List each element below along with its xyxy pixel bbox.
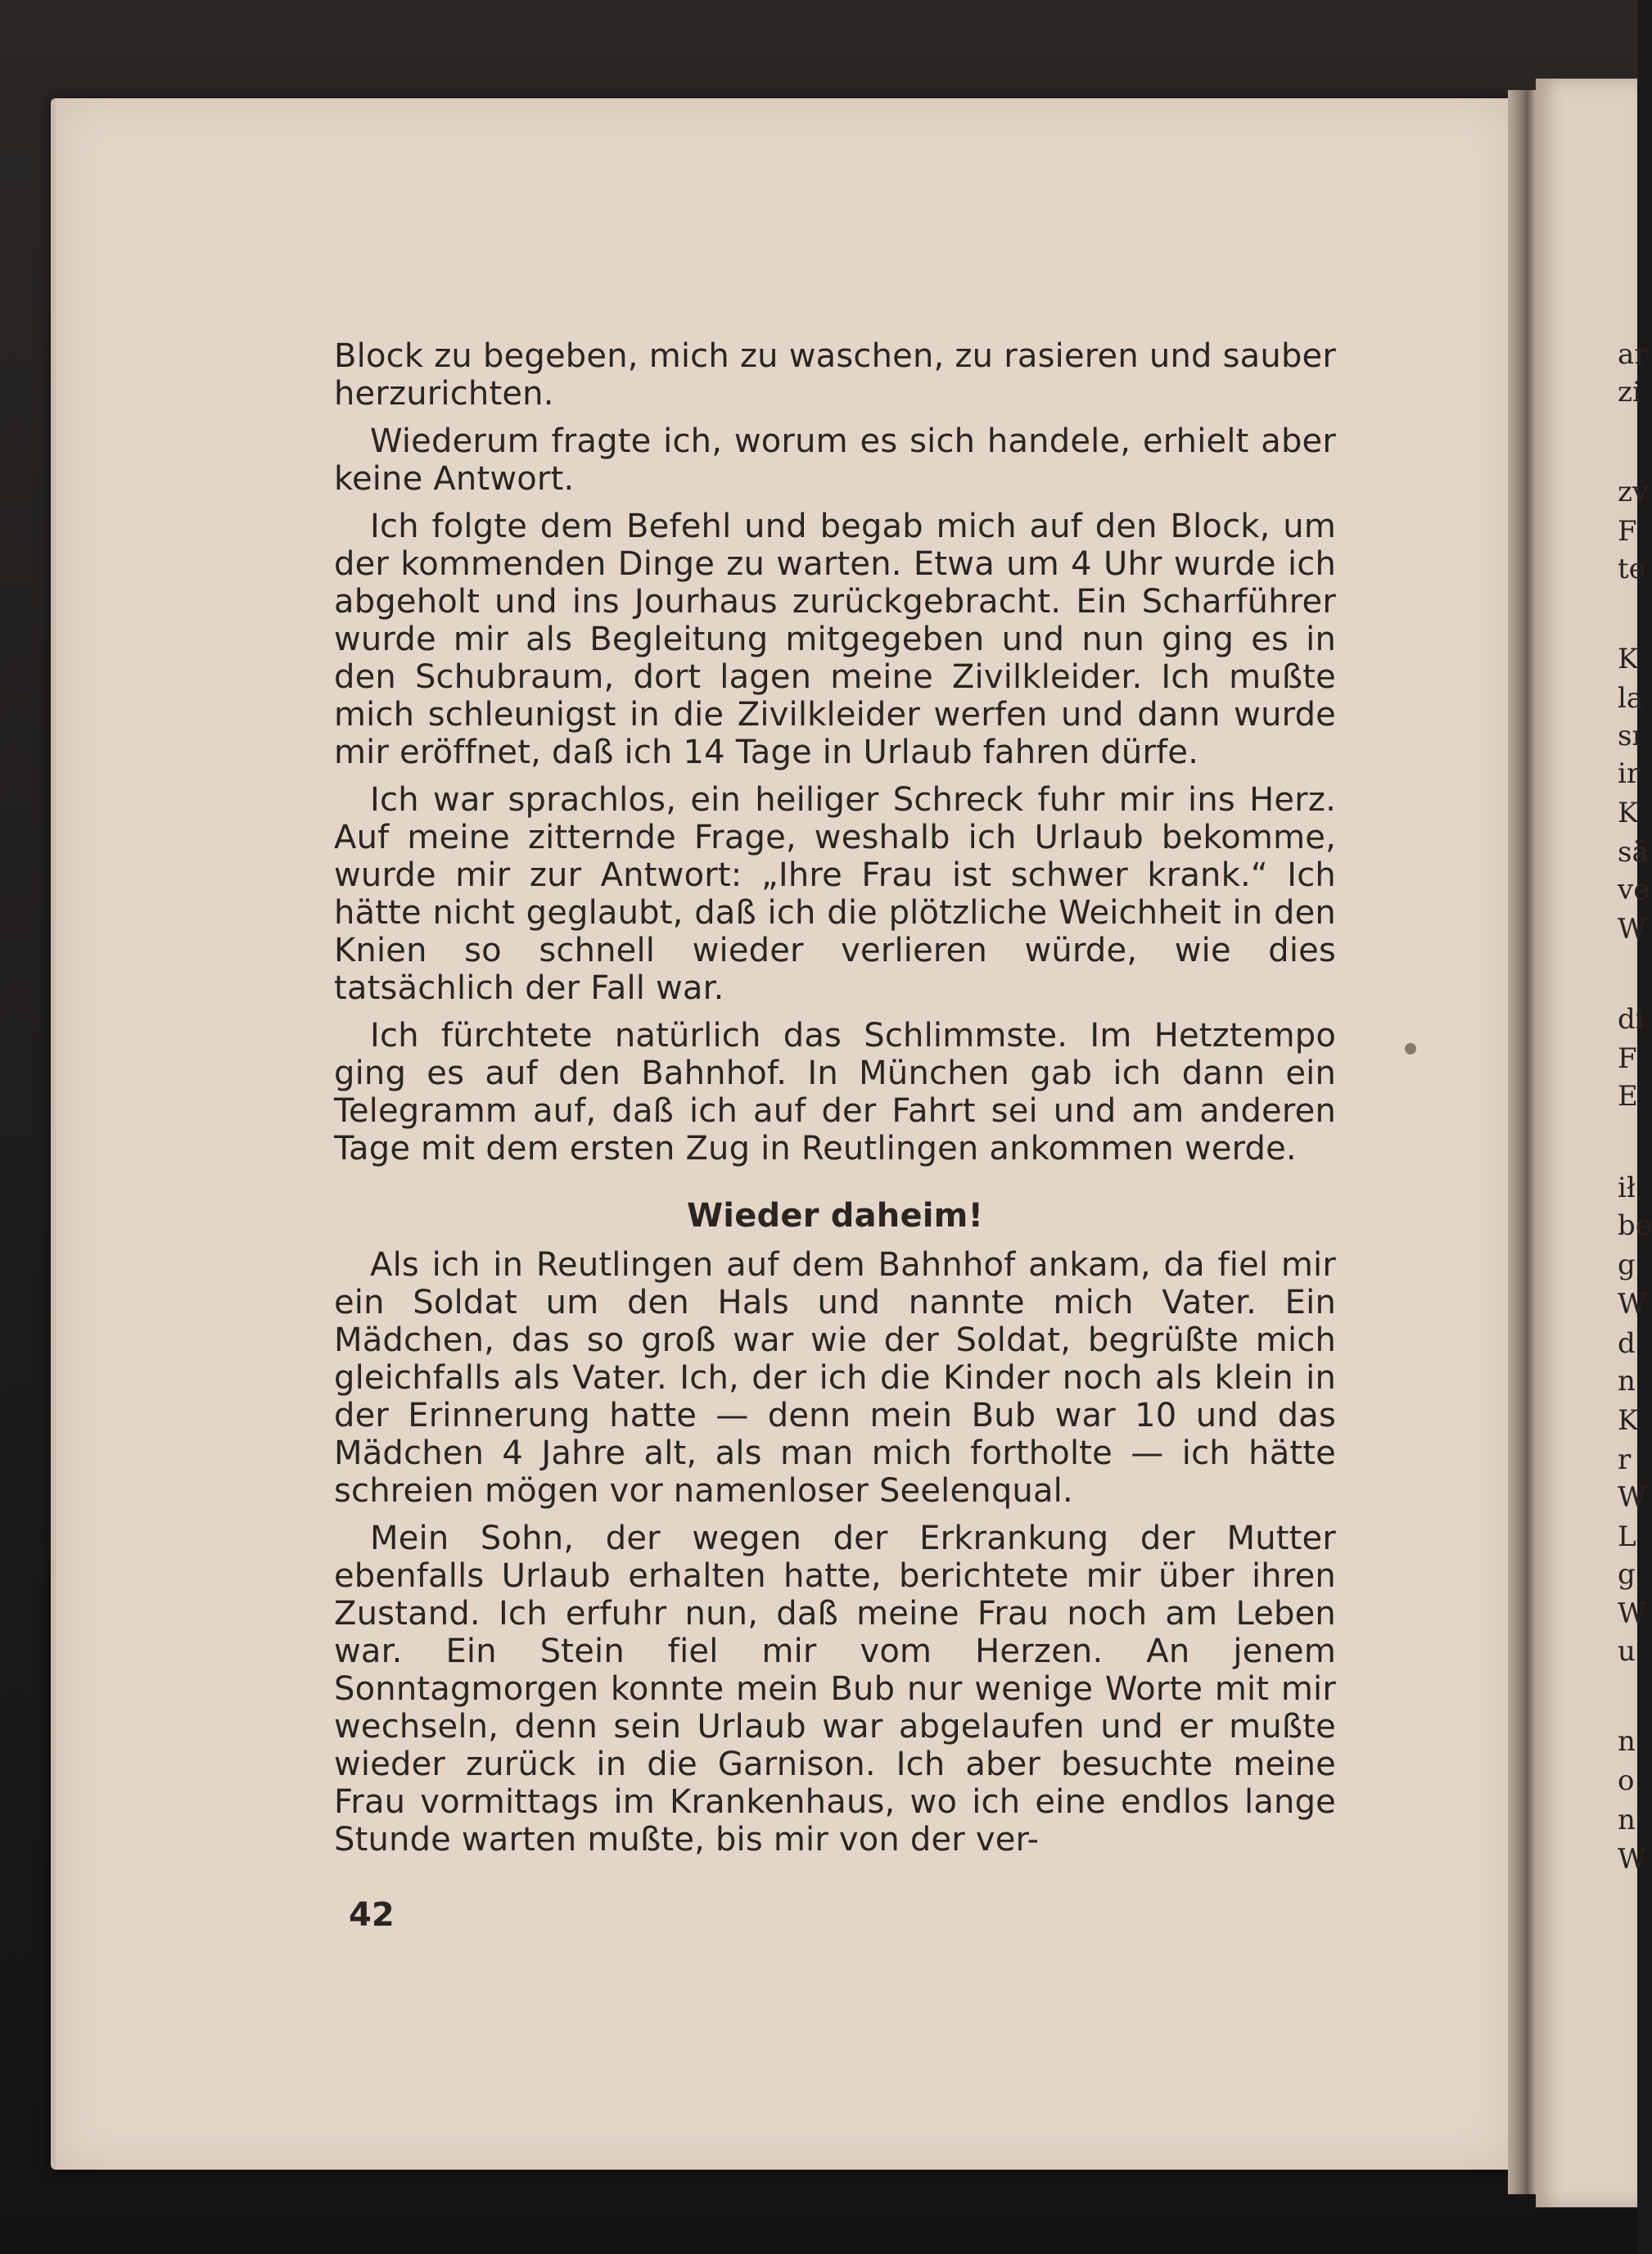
facing-fragment: W	[1618, 913, 1646, 946]
facing-fragment: g	[1618, 1249, 1636, 1281]
facing-fragment: g	[1618, 1558, 1636, 1591]
facing-fragment: sı	[1618, 720, 1641, 752]
facing-fragment: W	[1618, 1481, 1646, 1514]
facing-fragment: L	[1618, 1520, 1636, 1553]
facing-fragment: ar	[1618, 338, 1648, 371]
facing-fragment: di	[1618, 1003, 1645, 1036]
facing-fragment: te	[1618, 553, 1645, 585]
facing-fragment: zi	[1618, 376, 1641, 409]
facing-fragment: W	[1618, 1288, 1646, 1321]
facing-fragment: la	[1618, 682, 1644, 715]
paragraph: Ich war sprachlos, ein heiliger Schreck fuhr mir ins Herz. Auf meine zitternde Frage, weshalb ich Urlaub bekomme, wurde mir zur Antwort: „Ihre Frau ist schwer krank.“ Ich hätte nicht geglaubt, daß ich die plötzliche Weichheit in den Knien so schnell wieder verlieren würde, wie dies tatsächlich der Fall war.	[334, 781, 1336, 1007]
facing-fragment: W	[1618, 1597, 1646, 1630]
paragraph: Ich folgte dem Befehl und begab mich auf den Block, um der kommenden Dinge zu warten. Etwa um 4 Uhr wurde ich abgeholt und ins Jourhaus zurückgebracht. Ein Scharführer wurde mir als Begleitung mitgegeben und nun ging es in den Schubraum, dort lagen meine Zivilkleider. Ich mußte mich schleunigst in die Zivilkleider werfen und dann wurde mir eröffnet, daß ich 14 Tage in Urlaub fahren dürfe.	[334, 508, 1336, 771]
facing-fragment: K	[1618, 643, 1639, 675]
facing-fragment: E	[1618, 1080, 1638, 1113]
facing-fragment: F	[1618, 1042, 1637, 1075]
facing-fragment: ir	[1618, 757, 1641, 790]
facing-fragment: K	[1618, 797, 1639, 829]
facing-fragment: K	[1618, 1404, 1639, 1437]
paragraph: Mein Sohn, der wegen der Erkrankung der Mutter ebenfalls Urlaub erhalten hatte, berichtete mir über ihren Zustand. Ich erfuhr nun, daß meine Frau noch am Leben war. Ein Stein fiel mir vom Herzen. An jenem Sonntagmorgen konnte mein Bub nur wenige Worte mit mir wechseln, denn sein Urlaub war abgelaufen und er mußte wieder zurück in die Garnison. Ich aber besuchte meine Frau vormittags im Krankenhaus, wo ich eine endlos lange Stunde warten mußte, bis mir von der ver-	[334, 1520, 1336, 1859]
paragraph: Block zu begeben, mich zu waschen, zu rasieren und sauber herzurichten.	[334, 337, 1336, 413]
facing-fragment: ił	[1618, 1172, 1636, 1204]
paragraph: Als ich in Reutlingen auf dem Bahnhof ankam, da fiel mir ein Soldat um den Hals und nannte mich Vater. Ein Mädchen, das so groß war wie der Soldat, begrüßte mich gleichfalls als Vater. Ich, der ich die Kinder noch als klein in der Erinnerung hatte — denn mein Bub war 10 und das Mädchen 4 Jahre alt, als man mich fortholte — ich hätte schreien mögen vor namenloser Seelenqual.	[334, 1246, 1336, 1510]
paper-speck	[1405, 1043, 1416, 1055]
paragraph: Ich fürchtete natürlich das Schlimmste. Im Hetztempo ging es auf den Bahnhof. In München gab ich dann ein Telegramm auf, daß ich auf der Fahrt sei und am anderen Tage mit dem ersten Zug in Reutlingen ankommen werde.	[334, 1017, 1336, 1168]
section-heading: Wieder daheim!	[686, 1197, 984, 1235]
facing-fragment: n	[1618, 1804, 1636, 1836]
paragraph: Wiederum fragte ich, worum es sich handele, erhielt aber keine Antwort.	[334, 422, 1336, 498]
facing-fragment: r	[1618, 1443, 1632, 1476]
facing-fragment: be	[1618, 1209, 1652, 1242]
facing-fragment: ve	[1618, 874, 1650, 906]
facing-fragment: W	[1618, 1843, 1646, 1876]
facing-fragment: zv	[1618, 476, 1649, 508]
page-number: 42	[349, 1896, 395, 1934]
facing-page-text-fragments	[1618, 0, 1652, 2254]
facing-fragment: d	[1618, 1327, 1636, 1360]
facing-fragment: n	[1618, 1365, 1636, 1398]
facing-fragment: sä	[1618, 836, 1649, 869]
facing-fragment: o	[1618, 1764, 1635, 1797]
facing-fragment: n	[1618, 1725, 1636, 1758]
book-gutter	[1508, 90, 1536, 2194]
page-body-text	[334, 337, 1336, 1868]
facing-fragment: F	[1618, 515, 1637, 548]
facing-fragment: u	[1618, 1635, 1636, 1668]
